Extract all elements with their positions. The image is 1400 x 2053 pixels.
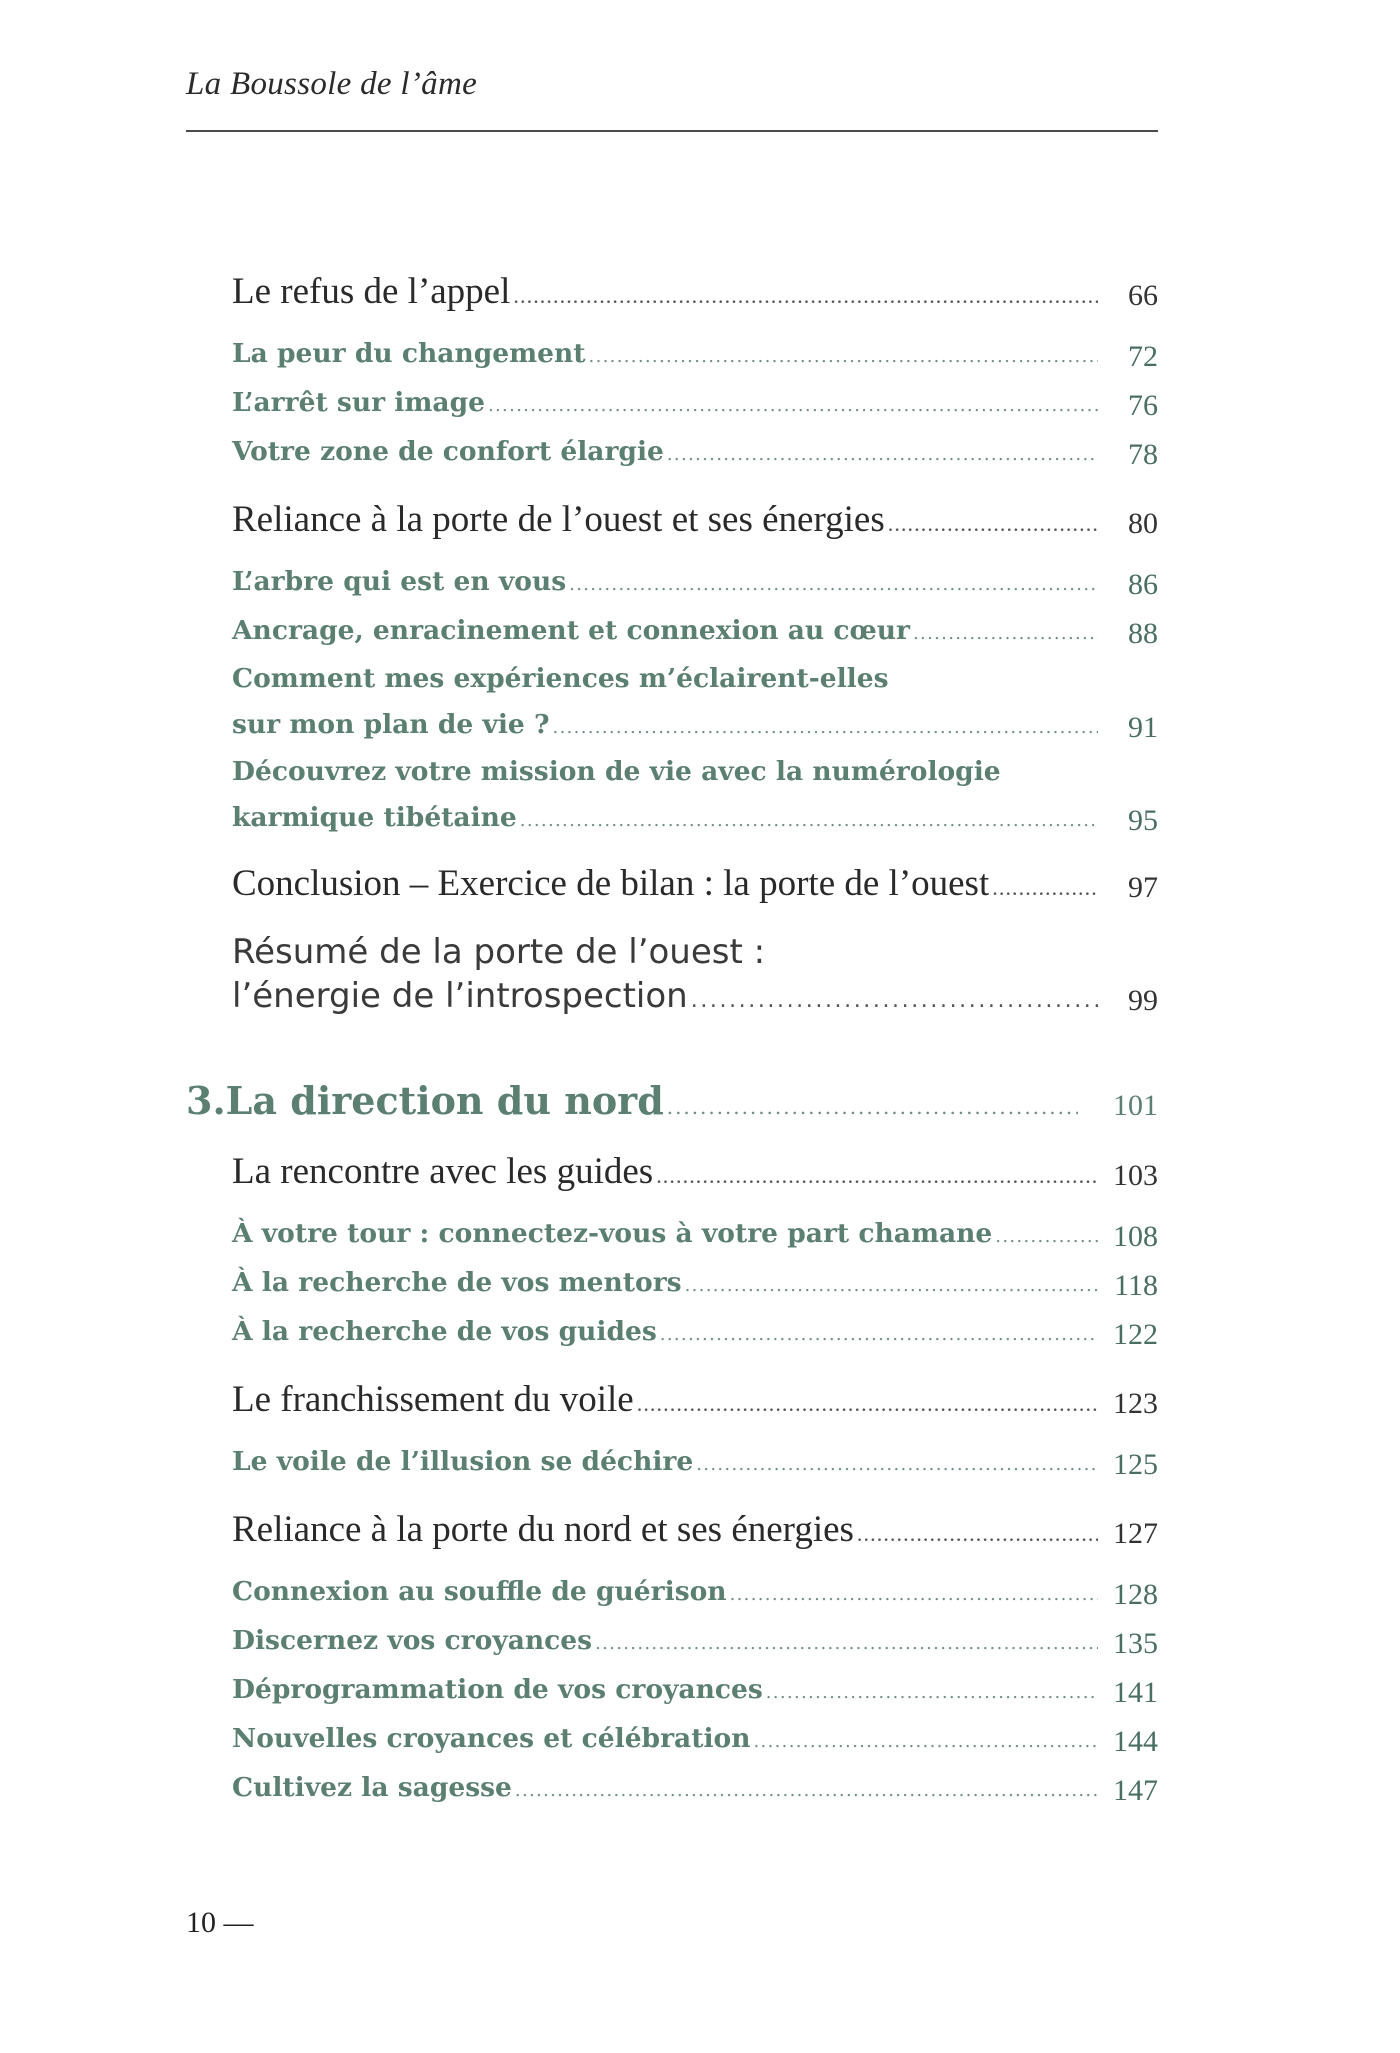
- toc-page-number: 127: [1113, 1517, 1158, 1550]
- dot-leader: [595, 1621, 1098, 1667]
- toc-page-number: 135: [1113, 1627, 1158, 1660]
- toc-entry-title: Ancrage, enracinement et connexion au cœur: [232, 615, 910, 646]
- dot-leader: [766, 1670, 1098, 1716]
- toc-entry-title: Reliance à la porte du nord et ses énergies: [232, 1509, 854, 1550]
- toc-entry-title: La peur du changement: [232, 338, 586, 369]
- dot-leader: [857, 1521, 1098, 1547]
- toc-entry-title: Cultivez la sagesse: [232, 1772, 512, 1803]
- toc-page-number: 97: [1128, 871, 1158, 904]
- toc-page-number: 123: [1113, 1387, 1158, 1420]
- toc-entry-title: Le franchissement du voile: [232, 1379, 634, 1420]
- toc-entry-title: Connexion au souffle de guérison: [232, 1576, 727, 1607]
- toc-entry-title: À la recherche de vos mentors: [232, 1267, 682, 1298]
- dot-leader: [888, 511, 1098, 537]
- toc-entry-title: Le voile de l’illusion se déchire: [232, 1446, 694, 1477]
- dot-leader: [660, 1312, 1098, 1358]
- running-header: La Boussole de l’âme: [186, 66, 478, 102]
- toc-entry: [232, 270, 1158, 313]
- dot-leader: [992, 875, 1098, 901]
- toc-entry: [232, 1618, 1158, 1667]
- toc-entry: [232, 749, 1158, 844]
- toc-page-number: 147: [1113, 1774, 1158, 1807]
- toc-entry: [232, 429, 1158, 478]
- dot-leader: [753, 1719, 1098, 1765]
- toc-entry-title: Reliance à la porte de l’ouest et ses énergies: [232, 499, 885, 540]
- toc-page-number: 128: [1113, 1578, 1158, 1611]
- toc-page-number: 86: [1128, 568, 1158, 601]
- page-number: 10 —: [186, 1906, 254, 1939]
- toc-entry-title: L’arbre qui est en vous: [232, 566, 567, 597]
- toc-entry-title: L’arrêt sur image: [232, 387, 485, 418]
- toc-page-number: 103: [1113, 1159, 1158, 1192]
- dot-leader: [637, 1391, 1098, 1417]
- dot-leader: [667, 1095, 1078, 1119]
- toc-entry: [232, 1378, 1158, 1421]
- dot-leader: [656, 1163, 1098, 1189]
- toc-entry: [232, 608, 1158, 657]
- toc-page-number: 78: [1128, 438, 1158, 471]
- toc-page-number: 125: [1113, 1448, 1158, 1481]
- toc-page-number: 108: [1113, 1220, 1158, 1253]
- toc-entry: [232, 1508, 1158, 1551]
- toc-entry-title: Déprogrammation de vos croyances: [232, 1674, 763, 1705]
- toc-entry: [232, 1439, 1158, 1488]
- toc-page-number: 144: [1113, 1725, 1158, 1758]
- toc-entry: [232, 1260, 1158, 1309]
- toc-page-number: 72: [1128, 340, 1158, 373]
- toc-page-number: 91: [1128, 711, 1158, 744]
- toc-entry: [232, 331, 1158, 380]
- dot-leader: [995, 1214, 1098, 1260]
- toc-entry-title: Conclusion – Exercice de bilan : la porte de l’ouest: [232, 863, 990, 904]
- dot-leader: [569, 562, 1098, 608]
- dot-leader: [589, 334, 1098, 380]
- dot-leader: [730, 1572, 1098, 1618]
- dot-leader: [685, 1263, 1098, 1309]
- toc-entry-title: l’énergie de l’introspection: [232, 976, 688, 1016]
- toc-entry: [232, 498, 1158, 541]
- toc-entry-title-line: Découvrez votre mission de vie avec la numérologie: [232, 756, 1001, 787]
- dot-leader: [553, 705, 1098, 751]
- toc-entry-title: Votre zone de confort élargie: [232, 436, 664, 467]
- chapter-number: 3.: [186, 1078, 226, 1123]
- toc-page-number: 66: [1128, 279, 1158, 312]
- dot-leader: [520, 798, 1098, 844]
- toc-entry: [232, 1211, 1158, 1260]
- toc-page-number: 76: [1128, 389, 1158, 422]
- dot-leader: [667, 432, 1098, 478]
- toc-entry-title: Le refus de l’appel: [232, 271, 511, 312]
- toc-entry: [232, 1569, 1158, 1618]
- toc-page-number: 99: [1128, 984, 1158, 1017]
- toc-entry-title: sur mon plan de vie ?: [232, 709, 550, 740]
- toc-entry: [232, 1309, 1158, 1358]
- dot-leader: [913, 611, 1098, 657]
- toc-entry-title: À la recherche de vos guides: [232, 1316, 657, 1347]
- toc-entry-title-line: Comment mes expériences m’éclairent-elles: [232, 663, 889, 694]
- toc-entry: [232, 380, 1158, 429]
- toc-page-number: 141: [1113, 1676, 1158, 1709]
- toc-entry: [232, 1765, 1158, 1814]
- toc-entry: [232, 559, 1158, 608]
- toc-page-number: 118: [1114, 1269, 1158, 1302]
- dot-leader: [488, 383, 1098, 429]
- toc-entry: [232, 1667, 1158, 1716]
- toc-page-number: 122: [1113, 1318, 1158, 1351]
- dot-leader: [513, 283, 1098, 309]
- toc-entry: [232, 656, 1158, 751]
- toc-entry-title: Nouvelles croyances et célébration: [232, 1723, 751, 1754]
- dot-leader: [696, 1442, 1098, 1488]
- toc-entry: [232, 930, 1158, 1023]
- toc-page-number: 101: [1113, 1089, 1158, 1122]
- toc-entry: [232, 1150, 1158, 1193]
- toc-entry-title: La direction du nord: [225, 1078, 664, 1123]
- toc-page-number: 88: [1128, 617, 1158, 650]
- toc-entry-title: Discernez vos croyances: [232, 1625, 593, 1656]
- toc-page-number: 95: [1128, 804, 1158, 837]
- toc-page-number: 80: [1128, 507, 1158, 540]
- toc-entry-title: À votre tour : connectez-vous à votre part chamane: [232, 1218, 993, 1249]
- toc-entry-title-line: Résumé de la porte de l’ouest :: [232, 932, 766, 972]
- toc-entry: [186, 1078, 1158, 1123]
- toc-entry-title: karmique tibétaine: [232, 802, 517, 833]
- toc-entry-title: La rencontre avec les guides: [232, 1151, 654, 1192]
- dot-leader: [515, 1768, 1098, 1814]
- toc-entry: [232, 1716, 1158, 1765]
- dot-leader: [691, 979, 1098, 1023]
- toc-entry: [232, 862, 1158, 905]
